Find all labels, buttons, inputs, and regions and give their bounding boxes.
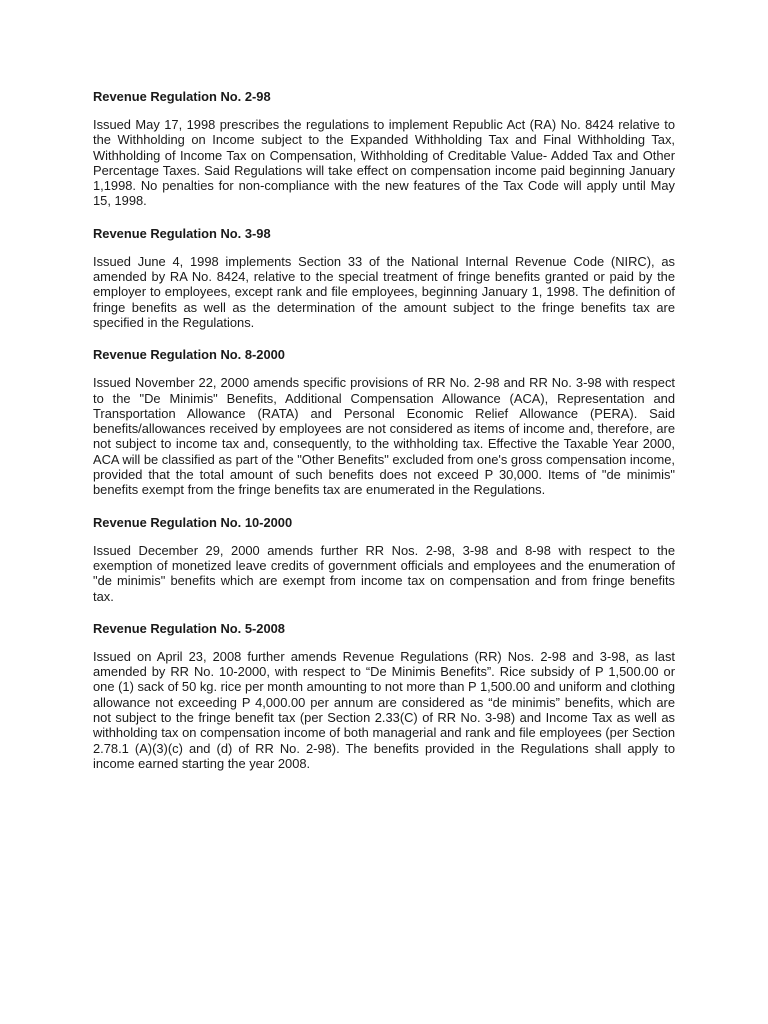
section-rr-2-98 xyxy=(93,89,675,209)
section-body: Issued May 17, 1998 prescribes the regulations to implement Republic Act (RA) No. 8424 relative to the Withholding on Income subject to the Expanded Withholding Tax and Final Withholding Tax, Withholding of Income Tax on Compensation, Withholding of Creditable Value- Added Tax and Other Percentage Taxes. Said Regulations will take effect on compensation income paid beginning January 1,1998. No penalties for non-compliance with the new features of the Tax Code will apply until May 15, 1998. xyxy=(93,117,675,209)
section-body: Issued June 4, 1998 implements Section 33 of the National Internal Revenue Code (NIRC), as amended by RA No. 8424, relative to the special treatment of fringe benefits granted or paid by the employer to employees, except rank and file employees, beginning January 1, 1998. The definition of fringe benefits as well as the determination of the amount subject to the fringe benefits tax are specified in the Regulations. xyxy=(93,253,675,330)
section-heading: Revenue Regulation No. 5-2008 xyxy=(93,620,285,636)
section-heading: Revenue Regulation No. 3-98 xyxy=(93,225,271,241)
section-heading: Revenue Regulation No. 2-98 xyxy=(93,89,271,104)
section-heading: Revenue Regulation No. 8-2000 xyxy=(93,347,285,363)
section-rr-5-2008 xyxy=(93,621,675,771)
section-heading: Revenue Regulation No. 10-2000 xyxy=(93,514,293,530)
section-body: Issued December 29, 2000 amends further RR Nos. 2-98, 3-98 and 8-98 with respect to the exemption of monetized leave credits of government officials and employees and the enumeration of "de minimis" benefits which are exempt from income tax on compensation and from fringe benefits tax. xyxy=(93,542,675,604)
document-page xyxy=(93,89,675,788)
section-rr-10-2000 xyxy=(93,515,675,604)
section-rr-3-98 xyxy=(93,226,675,330)
section-body: Issued November 22, 2000 amends specific provisions of RR No. 2-98 and RR No. 3-98 with respect to the "De Minimis" Benefits, Additional Compensation Allowance (ACA), Representation and Transportation Allowance (RATA) and Personal Economic Relief Allowance (PERA). Said benefits/allowances received by employees are not considered as items of income and, therefore, are not subject to income tax and, consequently, to the withholding tax. Effective the Taxable Year 2000, ACA will be classified as part of the "Other Benefits" excluded from one's gross compensation income, provided that the total amount of such benefits does not exceed P 30,000. Items of "de minimis" benefits exempt from the fringe benefits tax are enumerated in the Regulations. xyxy=(93,375,675,498)
section-body: Issued on April 23, 2008 further amends Revenue Regulations (RR) Nos. 2-98 and 3-98, as last amended by RR No. 10-2000, with respect to “De Minimis Benefits”. Rice subsidy of P 1,500.00 or one (1) sack of 50 kg. rice per month amounting to not more than P 1,500.00 and uniform and clothing allowance not exceeding P 4,000.00 per annum are considered as “de minimis” benefits, which are not subject to the fringe benefit tax (per Section 2.33(C) of RR No. 3-98) and Income Tax as well as withholding tax on compensation income of both managerial and rank and file employees (per Section 2.78.1 (A)(3)(c) and (d) of RR No. 2-98). The benefits provided in the Regulations shall apply to income earned starting the year 2008. xyxy=(93,648,675,771)
section-rr-8-2000 xyxy=(93,347,675,497)
